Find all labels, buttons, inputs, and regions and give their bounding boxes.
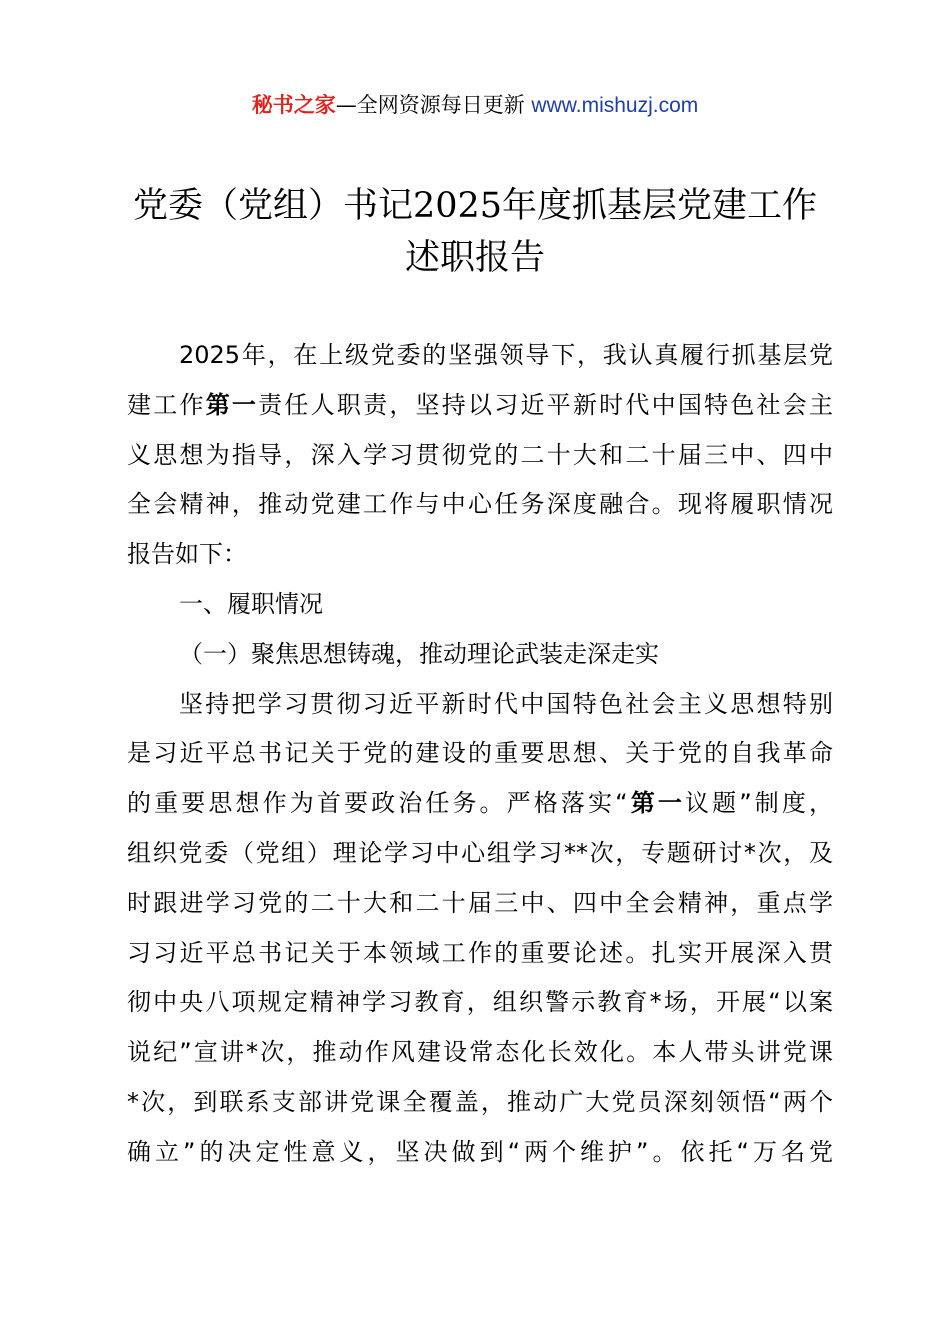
bold-text-segment: 第一 [627,789,685,818]
site-header [0,88,950,123]
body-line [127,381,833,431]
text-segment: 2025年，在上级党委的坚强领导下，我认真履行抓基层党 [179,341,833,369]
body-line [127,779,833,829]
body-line [127,1078,833,1128]
body-line [127,1128,833,1178]
bold-text-segment: 第一 [205,390,259,419]
text-segment: 报告如下： [127,540,247,569]
body-line [127,929,833,979]
text-segment: 坚持把学习贯彻习近平新时代中国特色社会主义思想特别 [179,689,833,718]
text-segment: 的重要思想作为首要政治任务。严格落实“ [127,789,628,818]
text-segment: 确立”的决定性意义，坚决做到“两个维护”。依托“万名党 [127,1137,833,1166]
title-line-1: 党委（党组）书记2025年度抓基层党建工作 [132,186,818,226]
text-segment: 责任人职责，坚持以习近平新时代中国特色社会主 [258,390,833,419]
document-body [127,331,833,1178]
text-segment: 义思想为指导，深入学习贯彻党的二十大和二十届三中、四中 [127,440,833,469]
body-line [127,879,833,929]
text-segment: 组织党委（党组）理论学习中心组学习**次，专题研讨*次，及 [127,838,833,867]
body-line [127,729,833,779]
text-segment: 时跟进学习党的二十大和二十届三中、四中全会精神，重点学 [127,888,833,917]
site-brand: 秘书之家 [251,93,336,117]
body-line [127,1028,833,1078]
body-line [127,480,833,530]
title-line-2: 述职报告 [404,238,545,278]
document-title [0,180,950,284]
text-segment: 建工作 [127,390,206,419]
body-line [127,680,833,730]
body-line [127,530,833,580]
site-tagline: —全网资源每日更新 [335,93,532,117]
subsection-heading [127,630,833,680]
text-segment: *次，到联系支部讲党课全覆盖，推动广大党员深刻领悟“两个 [127,1087,833,1116]
text-segment: （一）聚焦思想铸魂，推动理论武装走深走实 [179,639,659,668]
text-segment: 议题”制度， [684,789,833,818]
body-line [127,431,833,481]
text-segment: 全会精神，推动党建工作与中心任务深度融合。现将履职情况 [127,490,833,519]
section-heading [127,580,833,630]
body-line [127,829,833,879]
text-segment: 习习近平总书记关于本领域工作的重要论述。扎实开展深入贯 [127,938,833,967]
body-line [127,978,833,1028]
body-line [127,331,833,381]
text-segment: 是习近平总书记关于党的建设的重要思想、关于党的自我革命 [127,739,833,768]
text-segment: 说纪”宣讲*次，推动作风建设常态化长效化。本人带头讲党课 [127,1038,833,1067]
text-segment: 彻中央八项规定精神学习教育，组织警示教育*场，开展“以案 [127,988,833,1017]
text-segment: 一、履职情况 [179,589,323,618]
site-url[interactable]: www.mishuzj.com [531,94,699,117]
